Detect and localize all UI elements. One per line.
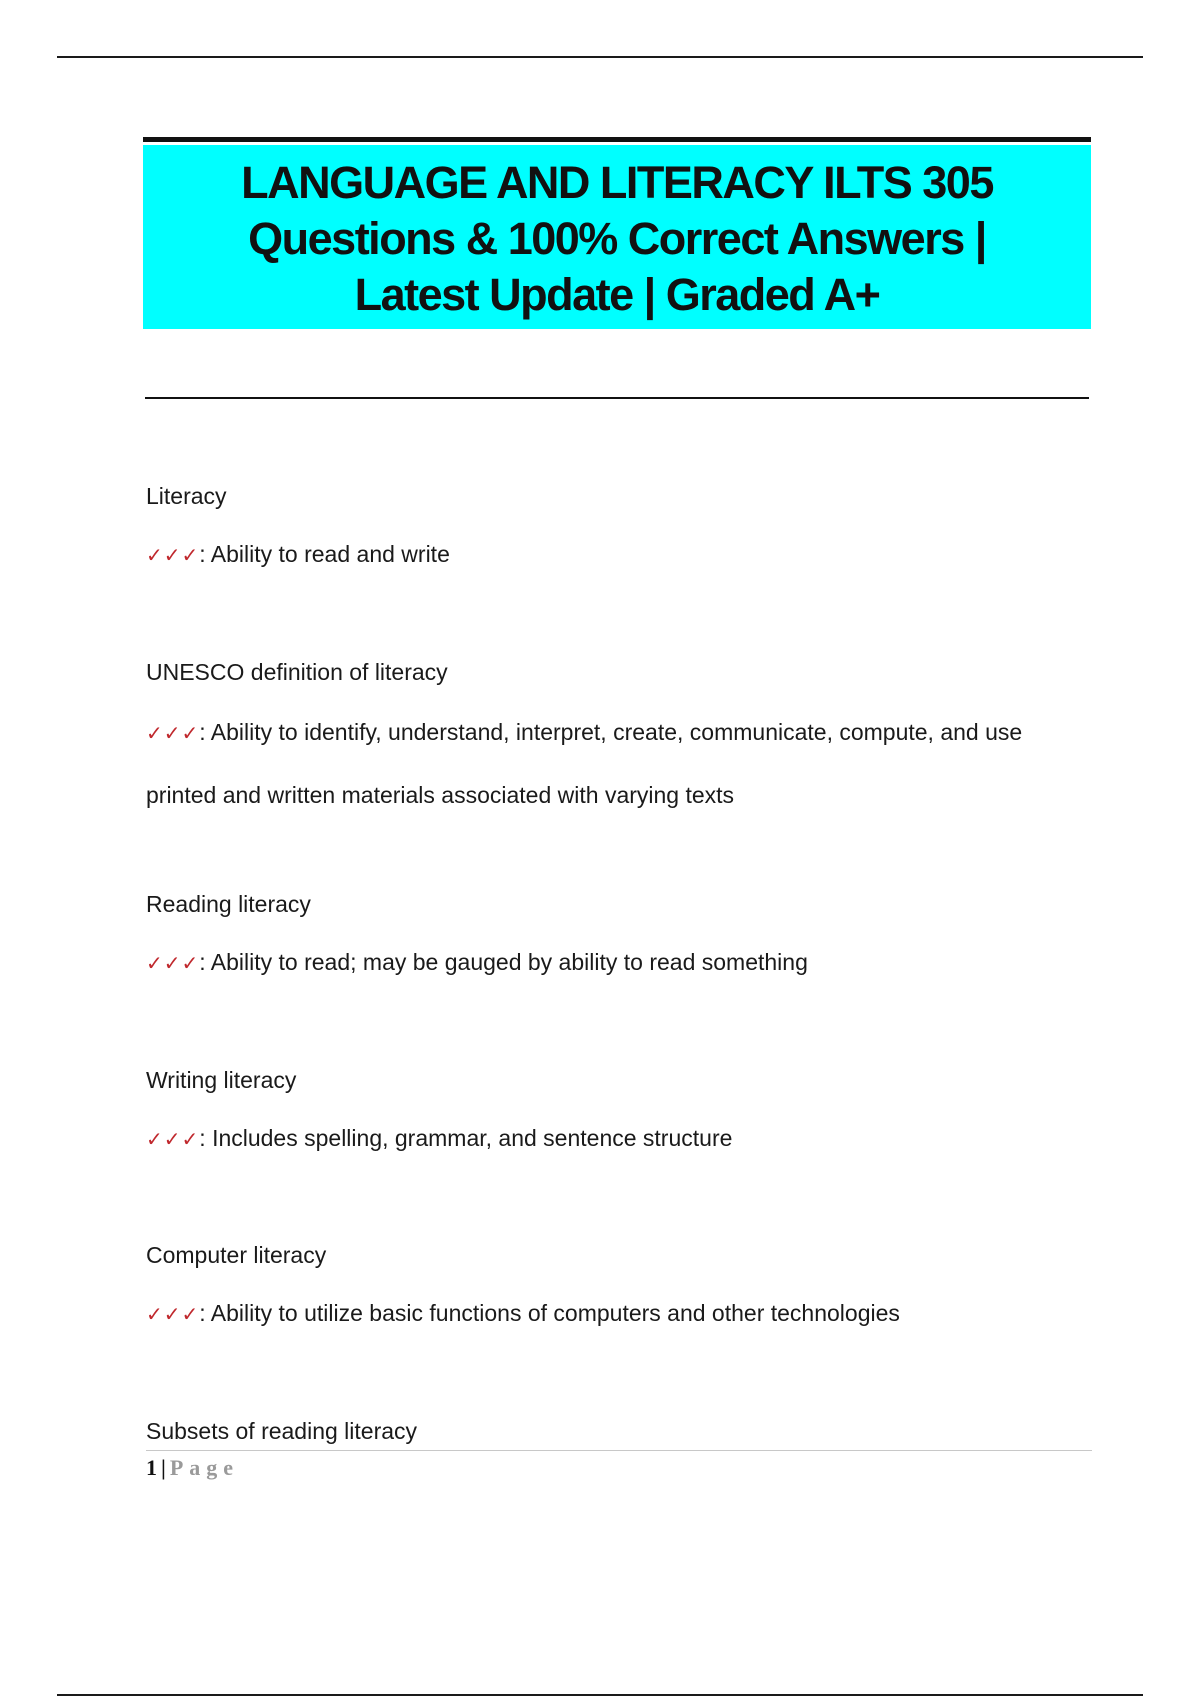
question-term: Computer literacy bbox=[146, 1242, 327, 1268]
answer-text: Ability to read; may be gauged by ability to read something bbox=[210, 949, 808, 975]
title-line-1: LANGUAGE AND LITERACY ILTS 305 bbox=[241, 157, 993, 208]
title-line-3: Latest Update | Graded A+ bbox=[354, 269, 880, 320]
page-bottom-rule bbox=[57, 1694, 1143, 1696]
answer-line bbox=[146, 948, 1096, 977]
checkmark-icon: ✓✓✓ bbox=[146, 1302, 200, 1326]
qa-item bbox=[146, 1417, 1096, 1445]
page-footer bbox=[146, 1455, 239, 1481]
page-number: 1 bbox=[146, 1455, 157, 1480]
question-term: Subsets of reading literacy bbox=[146, 1418, 418, 1444]
checkmark-icon: ✓✓✓ bbox=[146, 1127, 200, 1151]
qa-item bbox=[146, 1066, 1096, 1153]
question-term: Literacy bbox=[146, 483, 227, 509]
answer-text: Ability to identify, understand, interpret, create, communicate, compute, and use printed and written materials associated with varying texts bbox=[146, 719, 1023, 808]
page-top-rule bbox=[57, 56, 1143, 58]
checkmark-icon: ✓✓✓ bbox=[146, 721, 200, 745]
question-term: Reading literacy bbox=[146, 891, 311, 917]
page-divider: | bbox=[161, 1455, 166, 1480]
answer-line bbox=[146, 1299, 1096, 1328]
checkmark-icon: ✓✓✓ bbox=[146, 543, 200, 567]
question-term: UNESCO definition of literacy bbox=[146, 659, 448, 685]
answer-text: Includes spelling, grammar, and sentence structure bbox=[212, 1125, 733, 1151]
answer-separator: : bbox=[199, 949, 206, 975]
document-title bbox=[143, 145, 1091, 329]
qa-item bbox=[146, 658, 1096, 826]
checkmark-icon: ✓✓✓ bbox=[146, 951, 200, 975]
answer-text: Ability to read and write bbox=[210, 541, 450, 567]
footer-rule bbox=[146, 1450, 1092, 1451]
page-word: Page bbox=[169, 1455, 240, 1480]
answer-separator: : bbox=[199, 541, 206, 567]
qa-item bbox=[146, 890, 1096, 977]
qa-item bbox=[146, 482, 1096, 569]
answer-line bbox=[146, 1124, 1096, 1153]
answer-separator: : bbox=[199, 719, 206, 745]
question-term: Writing literacy bbox=[146, 1067, 297, 1093]
title-line-2: Questions & 100% Correct Answers | bbox=[248, 213, 986, 264]
section-divider bbox=[145, 397, 1089, 399]
qa-item bbox=[146, 1241, 1096, 1328]
answer-separator: : bbox=[199, 1300, 206, 1326]
answer-separator: : bbox=[199, 1125, 206, 1151]
title-top-rule bbox=[143, 137, 1091, 142]
title-block bbox=[143, 137, 1091, 329]
answer-text: Ability to utilize basic functions of computers and other technologies bbox=[210, 1300, 900, 1326]
answer-line bbox=[146, 540, 1096, 569]
answer-line bbox=[146, 701, 1096, 826]
